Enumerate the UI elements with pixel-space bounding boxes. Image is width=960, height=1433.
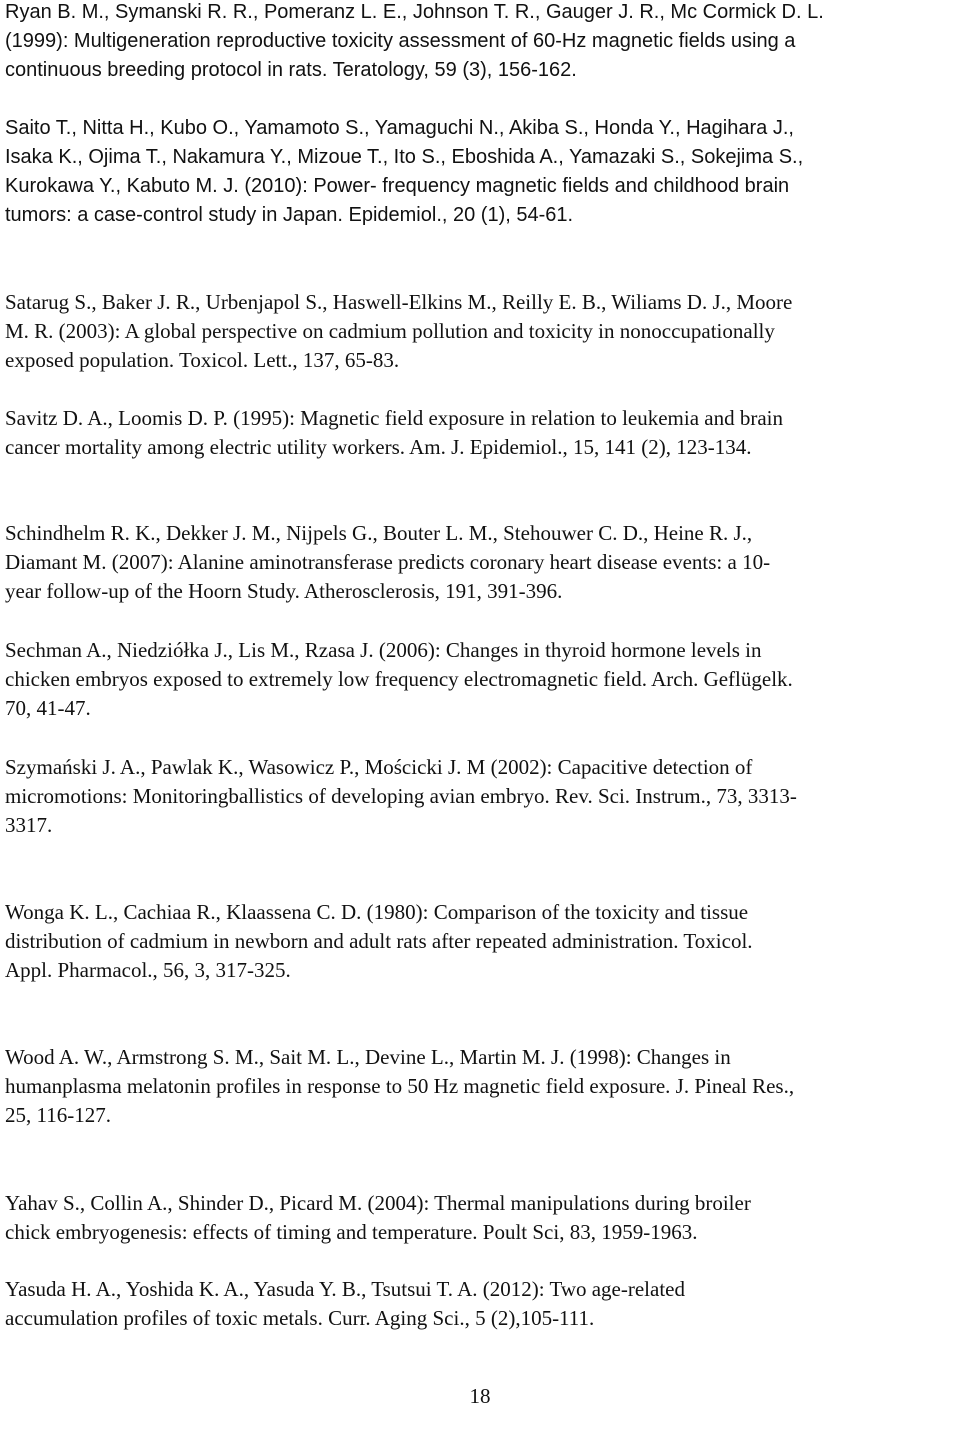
reference-line: (1999): Multigeneration reproductive toxicity assessment of 60-Hz magnetic fields using a <box>5 30 796 52</box>
reference-schindhelm <box>5 519 955 606</box>
reference-line: tumors: a case-control study in Japan. Epidemiol., 20 (1), 54-61. <box>5 204 574 226</box>
reference-line: year follow-up of the Hoorn Study. Atherosclerosis, 191, 391-396. <box>5 579 563 603</box>
reference-line: Diamant M. (2007): Alanine aminotransferase predicts coronary heart disease events: a 10- <box>5 550 771 574</box>
reference-line: Szymański J. A., Pawlak K., Wasowicz P., Mościcki J. M (2002): Capacitive detection of <box>5 755 753 779</box>
reference-yasuda <box>5 1275 955 1333</box>
reference-saito <box>5 114 955 230</box>
page-number: 18 <box>469 1384 491 1408</box>
reference-line: Savitz D. A., Loomis D. P. (1995): Magnetic field exposure in relation to leukemia and brain <box>5 406 784 430</box>
reference-line: 25, 116-127. <box>5 1103 111 1127</box>
reference-line: chick embryogenesis: effects of timing and temperature. Poult Sci, 83, 1959-1963. <box>5 1220 698 1244</box>
reference-line: Wood A. W., Armstrong S. M., Sait M. L., Devine L., Martin M. J. (1998): Changes in <box>5 1045 731 1069</box>
reference-line: Yahav S., Collin A., Shinder D., Picard M. (2004): Thermal manipulations during broiler <box>5 1191 751 1215</box>
reference-wonga <box>5 898 955 985</box>
reference-line: humanplasma melatonin profiles in response to 50 Hz magnetic field exposure. J. Pineal Res., <box>5 1074 795 1098</box>
reference-line: continuous breeding protocol in rats. Teratology, 59 (3), 156-162. <box>5 59 577 81</box>
reference-line: accumulation profiles of toxic metals. Curr. Aging Sci., 5 (2),105-111. <box>5 1306 595 1330</box>
reference-line: Kurokawa Y., Kabuto M. J. (2010): Power- frequency magnetic fields and childhood brain <box>5 175 790 197</box>
reference-line: 70, 41-47. <box>5 696 91 720</box>
reference-szymanski <box>5 753 955 840</box>
reference-ryan <box>5 0 955 85</box>
reference-line: M. R. (2003): A global perspective on cadmium pollution and toxicity in nonoccupationally <box>5 319 775 343</box>
reference-satarug <box>5 288 955 375</box>
reference-line: distribution of cadmium in newborn and adult rats after repeated administration. Toxicol. <box>5 929 753 953</box>
reference-sechman <box>5 636 955 723</box>
reference-wood <box>5 1043 955 1130</box>
reference-line: chicken embryos exposed to extremely low frequency electromagnetic field. Arch. Geflügelk. <box>5 667 793 691</box>
reference-line: Yasuda H. A., Yoshida K. A., Yasuda Y. B., Tsutsui T. A. (2012): Two age-related <box>5 1277 685 1301</box>
reference-line: micromotions: Monitoringballistics of developing avian embryo. Rev. Sci. Instrum., 73, 3313- <box>5 784 797 808</box>
reference-line: Ryan B. M., Symanski R. R., Pomeranz L. E., Johnson T. R., Gauger J. R., Mc Cormick D. L. <box>5 1 824 23</box>
reference-savitz <box>5 404 955 462</box>
reference-line: Schindhelm R. K., Dekker J. M., Nijpels G., Bouter L. M., Stehouwer C. D., Heine R. J., <box>5 521 753 545</box>
reference-line: Saito T., Nitta H., Kubo O., Yamamoto S., Yamaguchi N., Akiba S., Honda Y., Hagihara J., <box>5 117 794 139</box>
reference-line: exposed population. Toxicol. Lett., 137, 65-83. <box>5 348 400 372</box>
reference-line: cancer mortality among electric utility workers. Am. J. Epidemiol., 15, 141 (2), 123-134. <box>5 435 752 459</box>
reference-line: 3317. <box>5 813 53 837</box>
reference-line: Satarug S., Baker J. R., Urbenjapol S., Haswell-Elkins M., Reilly E. B., Wiliams D. J., Moore <box>5 290 793 314</box>
reference-line: Isaka K., Ojima T., Nakamura Y., Mizoue T., Ito S., Eboshida A., Yamazaki S., Sokejima S., <box>5 146 804 168</box>
reference-line: Appl. Pharmacol., 56, 3, 317-325. <box>5 958 291 982</box>
reference-line: Wonga K. L., Cachiaa R., Klaassena C. D. (1980): Comparison of the toxicity and tissue <box>5 900 749 924</box>
reference-yahav <box>5 1189 955 1247</box>
reference-line: Sechman A., Niedziółka J., Lis M., Rzasa J. (2006): Changes in thyroid hormone levels in <box>5 638 762 662</box>
